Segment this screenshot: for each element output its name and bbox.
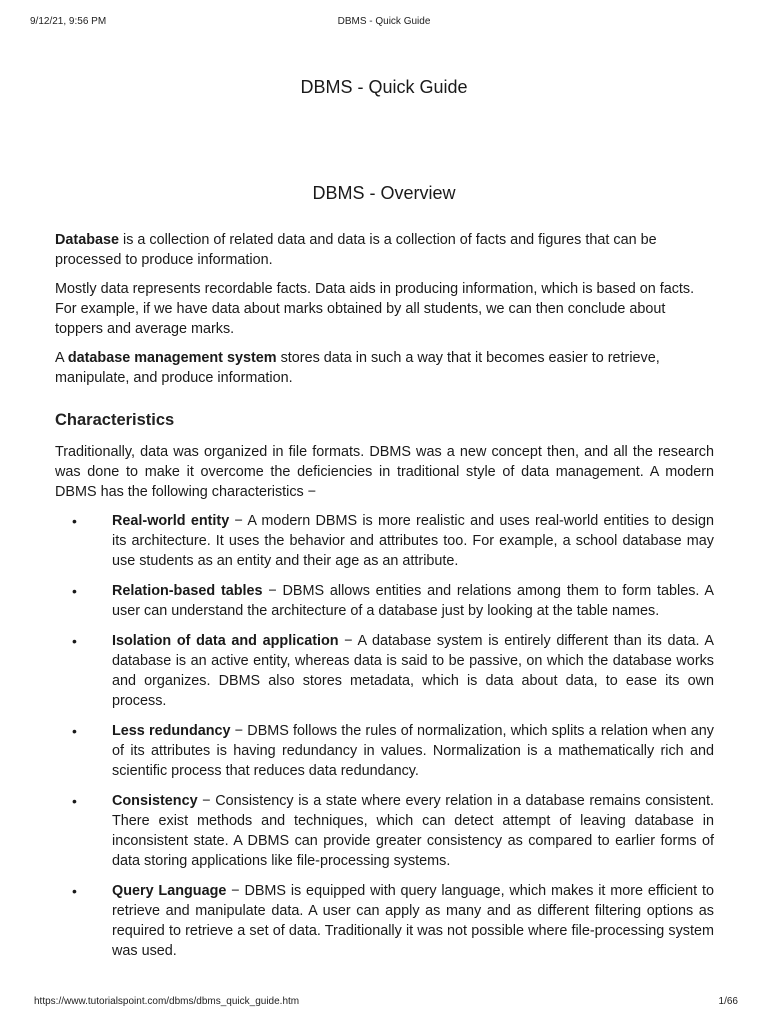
content (55, 230, 714, 971)
bullet-icon: • (72, 793, 77, 809)
intro-paragraph-1-text: is a collection of related data and data is a collection of facts and figures that can be processed to produce information. (55, 232, 657, 268)
list-item-text: − A modern DBMS is more realistic and uses real-world entities to design its architecture. It uses the behavior and attributes too. For example, a school database may use students as an entity and their age as an attribute. (112, 513, 714, 569)
print-doc-title: DBMS - Quick Guide (337, 16, 431, 27)
list-item-text: − DBMS is equipped with query language, which makes it more efficient to retrieve and manipulate data. A user can apply as many and as different filtering options as required to retrieve a set of data. Traditionally it was not possible where file-processing system was used. (112, 883, 714, 959)
print-header (30, 16, 738, 30)
list-item-term: Less redundancy (112, 723, 231, 739)
list-item-term: Real-world entity (112, 513, 230, 529)
list-item-term: Isolation of data and application (112, 633, 339, 649)
list-item-text: − DBMS allows entities and relations among them to form tables. A user can understand the architecture of a database just by looking at the table names. (112, 583, 714, 619)
print-source-url[interactable]: https://www.tutorialspoint.com/dbms/dbms_quick_guide.htm (34, 996, 300, 1007)
list-item-term: Relation-based tables (112, 583, 263, 599)
section-title: DBMS - Overview (312, 183, 456, 203)
list-item (55, 721, 714, 781)
intro-paragraph-3 (55, 348, 714, 388)
bullet-icon: • (72, 723, 77, 739)
list-item-term: Consistency (112, 793, 198, 809)
list-item-term: Query Language (112, 883, 227, 899)
bullet-icon: • (72, 883, 77, 899)
term-dbms: database management system (67, 350, 277, 366)
intro-paragraph-3-text: stores data in such a way that it becomes easier to retrieve, manipulate, and produce information. (55, 350, 660, 386)
characteristics-list (55, 511, 714, 961)
list-item-text: − DBMS follows the rules of normalization, which splits a relation when any of its attributes is having redundancy in values. Normalization is a mathematically rich and scientific process that reduces data redundancy. (112, 723, 714, 779)
list-item-text: − Consistency is a state where every relation in a database remains consistent. There exist methods and techniques, which can detect attempt of leaving database in inconsistent state. A DBMS can provide greater consistency as compared to earlier forms of data storing applications like file-processing systems. (112, 793, 714, 869)
characteristics-intro: Traditionally, data was organized in file formats. DBMS was a new concept then, and all the research was done to make it overcome the deficiencies in traditional style of data management. A modern DBMS has the following characteristics − (55, 444, 714, 500)
page-title: DBMS - Quick Guide (300, 77, 468, 97)
list-item-text: − A database system is entirely different than its data. A database is an active entity, whereas data is said to be passive, on which the database works and organizes. DBMS also stores metadata, which is data about data, to ease its own process. (112, 633, 714, 709)
bullet-icon: • (72, 633, 77, 649)
characteristics-heading: Characteristics (55, 411, 175, 429)
intro-paragraph-3-pre: A (55, 350, 68, 366)
list-item (55, 511, 714, 571)
intro-paragraph-1 (55, 230, 714, 270)
list-item (55, 581, 714, 621)
term-database: Database (55, 232, 119, 248)
print-footer (30, 996, 738, 1010)
bullet-icon: • (72, 583, 77, 599)
intro-paragraph-2: Mostly data represents recordable facts. Data aids in producing information, which is based on facts. For example, if we have data about marks obtained by all students, we can then conclude about toppers and average marks. (55, 281, 695, 337)
list-item (55, 791, 714, 871)
print-datetime: 9/12/21, 9:56 PM (30, 16, 107, 27)
bullet-icon: • (72, 513, 77, 529)
list-item (55, 881, 714, 961)
list-item (55, 631, 714, 711)
print-page-number: 1/66 (718, 996, 738, 1007)
